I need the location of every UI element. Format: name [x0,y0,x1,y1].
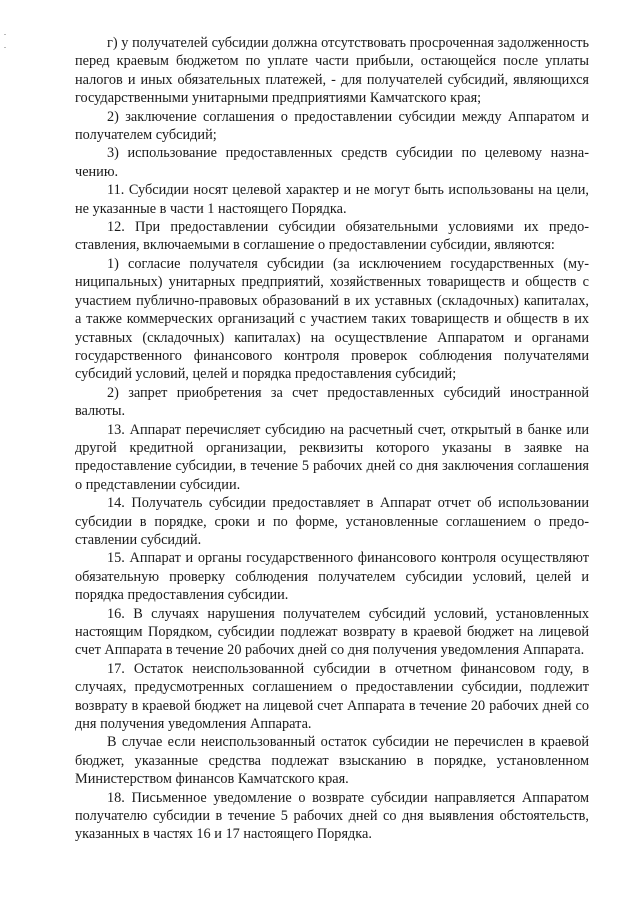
paragraph-12: 12. При предоставлении субсидии обязательными условиями их предоставления, включаемыми в соглашение о предоставлении субсидии, являются: [75,219,589,254]
paragraph-15: 15. Аппарат и органы государственного финансового контроля осуществляют обязательную проверку соблюдения получателем субсидии условий, целей и порядка предоставления субсидии. [75,550,589,604]
paragraph-13: 13. Аппарат перечисляет субсидию на расчетный счет, открытый в банке или другой кредитной организации, реквизиты которого указаны в заявке на предоставление субсидии, в течение 5 рабочих дней со дня заключения соглашения о представлении субсидии. [75,421,589,493]
paragraph-14: 14. Получатель субсидии предоставляет в Аппарат отчет об использовании субсидии в порядке, сроки и по форме, установленные соглашением о предоставлении субсидий. [75,495,589,548]
scan-mark [4,47,6,48]
paragraph-18: 18. Письменное уведомление о возврате субсидии направляется Аппаратом получателю субсидии в течение 5 рабочих дней со дня выявления обстоятельств, указанных в частях 16 и 17 настоящего Порядка. [75,789,589,843]
paragraph-12-1: 1) согласие получателя субсидии (за исключением государственных (муниципальных) унитарных предприятий, хозяйственных товариществ и обществ с участием публично-правовых образований в их уставных (складочных) капиталах, а также коммерческих организаций с участием таких товариществ и обществ в их уставных (складочных) капиталах) на осуществление Аппаратом и органами государственного финансового контроля проверок соблюдения получателями субсидий условий, целей и порядка предоставления субсидий; [75,255,589,383]
paragraph-10-3: 3) использование предоставленных средств субсидии по целевому назначению. [75,145,589,180]
paragraph-10-2: 2) заключение соглашения о предоставлении субсидии между Аппаратом и получателем субсидий; [75,108,589,144]
paragraph-11: 11. Субсидии носят целевой характер и не могут быть использованы на цели, не указанные в части 1 настоящего Порядка. [75,182,589,217]
paragraph-16: 16. В случаях нарушения получателем субсидий условий, установленных настоящим Порядком, субсидии подлежат возврату в краевой бюджет на лицевой счет Аппарата в течение 20 рабочих дней со дня получения уведомления Аппарата. [75,605,589,659]
paragraph-17: 17. Остаток неиспользованной субсидии в отчетном финансовом году, в случаях, предусмотренных соглашением о предоставлении субсидии, подлежит возврату в краевой бюджет на лицевой счет Аппарата в течение 20 рабочих дней со дня получения уведомления Аппарата. [75,660,589,733]
document-body [75,34,589,844]
scan-mark [4,34,6,35]
paragraph-12-2: 2) запрет приобретения за счет предоставленных субсидий иностранной валюты. [75,384,589,420]
paragraph-17-note: В случае если неиспользованный остаток субсидии не перечислен в краевой бюджет, указанные средства подлежат взысканию в порядке, установленном Министерством финансов Камчатского края. [75,734,589,788]
paragraph-10g: г) у получателей субсидии должна отсутствовать просроченная задолженность перед краевым бюджетом по уплате части прибыли, остающейся после уплаты налогов и иных обязательных платежей, - для получателей субсидий, являющихся государственными унитарными предприятиями Камчатского края; [75,35,589,107]
